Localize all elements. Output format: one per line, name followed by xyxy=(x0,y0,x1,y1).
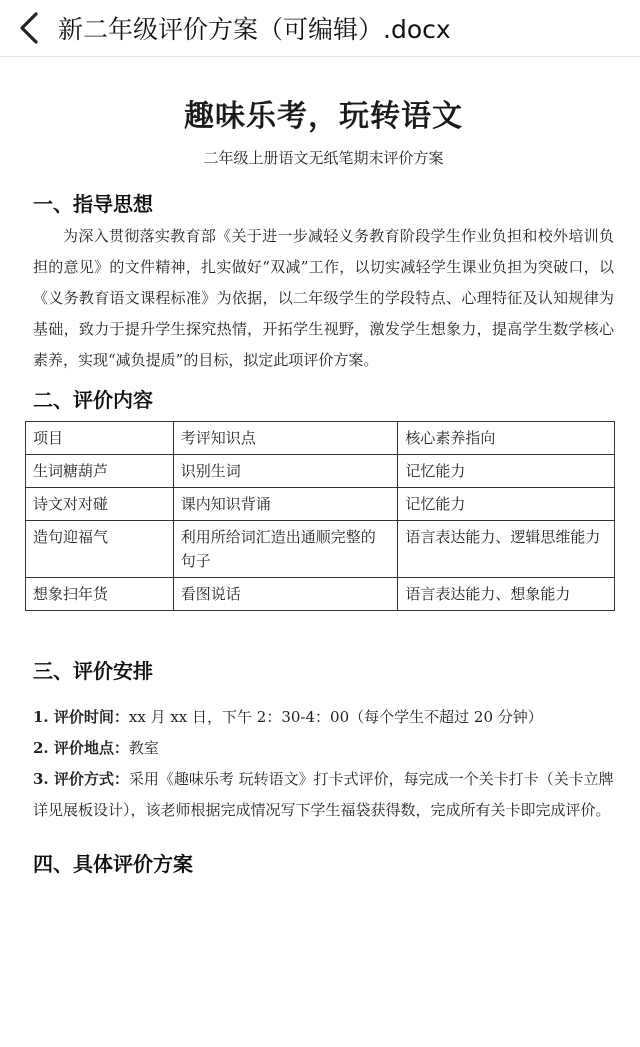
table-row xyxy=(26,455,615,488)
table-cell: 课内知识背诵 xyxy=(173,488,398,521)
table-cell: 生词糖葫芦 xyxy=(26,455,174,488)
table-cell: 想象扫年货 xyxy=(26,578,174,611)
section-heading-specific-plan: 四、具体评价方案 xyxy=(33,852,193,876)
arrangement-text: 采用《趣味乐考 玩转语文》打卡式评价，每完成一个关卡打卡（关卡立牌详见展板设计），该老师根据完成情况写下学生福袋获得数，完成所有关卡即完成评价。 xyxy=(33,770,614,819)
back-button[interactable] xyxy=(0,0,58,56)
arrangement-label: 2. 评价地点： xyxy=(33,739,129,757)
table-cell: 识别生词 xyxy=(173,455,398,488)
table-cell: 诗文对对碰 xyxy=(26,488,174,521)
table-header-cell: 核心素养指向 xyxy=(398,422,615,455)
document-page xyxy=(0,91,640,877)
table-cell: 看图说话 xyxy=(173,578,398,611)
arrangement-label: 3. 评价方式： xyxy=(33,770,129,788)
section-heading-guiding: 一、指导思想 xyxy=(33,192,153,216)
table-cell: 记忆能力 xyxy=(398,455,615,488)
table-header-cell: 考评知识点 xyxy=(173,422,398,455)
document-title: 新二年级评价方案（可编辑）.docx xyxy=(58,15,451,44)
table-row xyxy=(26,578,615,611)
table-row xyxy=(26,521,615,578)
doc-subtitle: 二年级上册语文无纸笔期末评价方案 xyxy=(203,149,444,167)
arrangement-method xyxy=(33,764,614,826)
arrangement-text: xx 月 xx 日，下午 2：30-4：00（每个学生不超过 20 分钟） xyxy=(128,708,543,726)
table-row xyxy=(26,488,615,521)
table-header-cell: 项目 xyxy=(26,422,174,455)
arrangement-label: 1. 评价时间： xyxy=(33,708,129,726)
table-cell: 造句迎福气 xyxy=(26,521,174,578)
evaluation-table xyxy=(25,421,615,611)
table-cell: 记忆能力 xyxy=(398,488,615,521)
section-heading-content: 二、评价内容 xyxy=(33,388,153,412)
table-cell: 语言表达能力、想象能力 xyxy=(398,578,615,611)
guiding-paragraph: 为深入贯彻落实教育部《关于进一步减轻义务教育阶段学生作业负担和校外培训负担的意见》的文件精神，扎实做好“双减”工作，以切实减轻学生课业负担为突破口，以《义务教育语文课程标准》为依据，以二年级学生的学段特点、心理特征及认知规律为基础，致力于提升学生探究热情，开拓学生视野，激发学生想象力，提高学生数学核心素养，实现“减负提质”的目标，拟定此项评价方案。 xyxy=(33,227,614,369)
arrangement-text: 教室 xyxy=(128,739,159,757)
doc-main-title: 趣味乐考，玩转语文 xyxy=(184,99,463,134)
top-bar xyxy=(0,0,640,57)
arrangement-place xyxy=(33,733,614,764)
chevron-left-icon xyxy=(18,11,40,45)
table-cell: 语言表达能力、逻辑思维能力 xyxy=(398,521,615,578)
table-cell: 利用所给词汇造出通顺完整的句子 xyxy=(173,521,398,578)
section-heading-arrangement: 三、评价安排 xyxy=(33,659,153,683)
arrangement-list xyxy=(33,702,614,826)
arrangement-time xyxy=(33,702,614,733)
table-header-row xyxy=(26,422,615,455)
